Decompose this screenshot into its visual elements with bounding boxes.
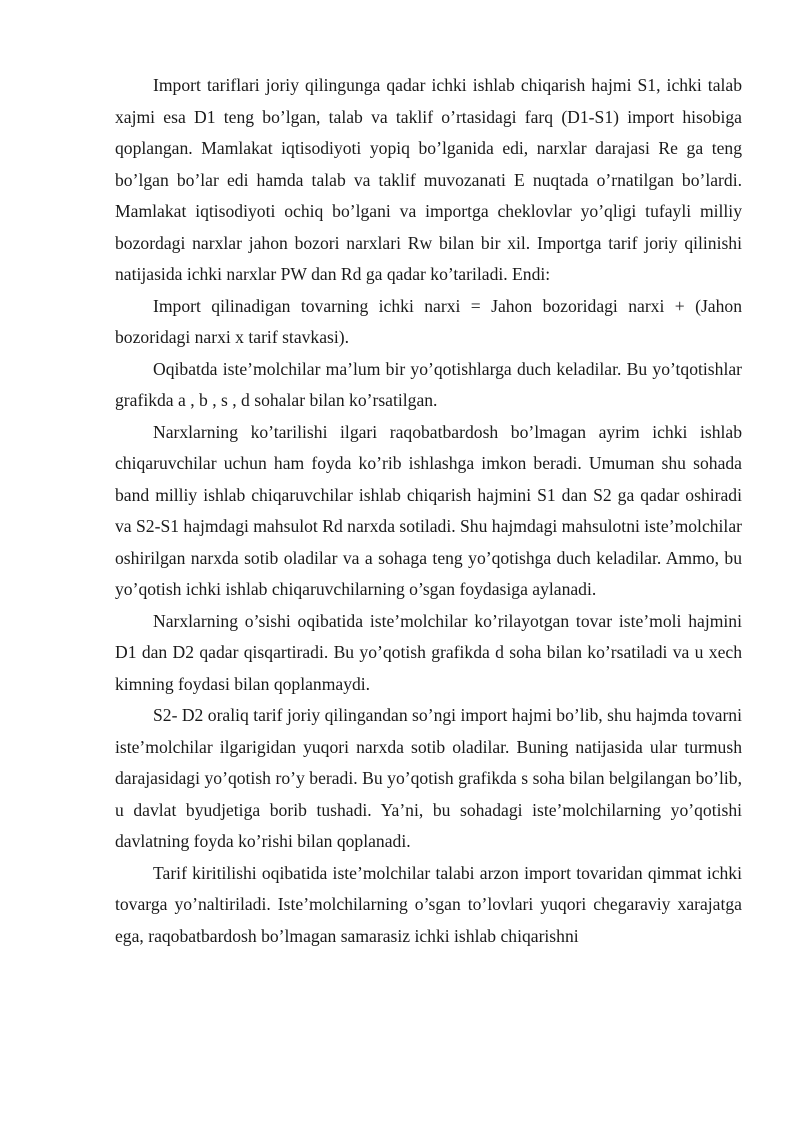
paragraph: Oqibatda iste’molchilar ma’lum bir yo’qotishlarga duch keladilar. Bu yo’tqotishlar grafikda a , b , s , d sohalar bilan ko’rsatilgan. xyxy=(115,358,742,410)
paragraph: Narxlarning o’sishi oqibatida iste’molchilar ko’rilayotgan tovar iste’moli hajmini D1 dan D2 qadar qisqartiradi. Bu yo’qotish grafikda d soha bilan ko’rsatiladi va u xech kimning foydasi bilan qoplanmaydi. xyxy=(115,610,742,694)
paragraph: Narxlarning ko’tarilishi ilgari raqobatbardosh bo’lmagan ayrim ichki ishlab chiqaruvchilar uchun ham foyda ko’rib ishlashga imkon beradi. Umuman shu sohada band milliy ishlab chiqaruvchilar ishlab chiqarish hajmini S1 dan S2 ga qadar oshiradi va S2-S1 hajmdagi mahsulot Rd narxda sotiladi. Shu hajmdagi mahsulotni iste’molchilar oshirilgan narxda sotib oladilar va a sohaga teng yo’qotishga duch keladilar. Ammo, bu yo’qotish ichki ishlab chiqaruvchilarning o’sgan foydasiga aylanadi. xyxy=(115,421,742,599)
paragraph: Tarif kiritilishi oqibatida iste’molchilar talabi arzon import tovaridan qimmat ichki tovarga yo’naltiriladi. Iste’molchilarning o’sgan to’lovlari yuqori chegaraviy xarajatga ega, raqobatbardosh bo’lmagan samarasiz ichki ishlab chiqarishni xyxy=(115,862,742,946)
document-body xyxy=(115,70,742,952)
paragraph: S2- D2 oraliq tarif joriy qilingandan so’ngi import hajmi bo’lib, shu hajmda tovarni iste’molchilar ilgarigidan yuqori narxda sotib oladilar. Buning natijasida ular turmush darajasidagi yo’qotish ro’y beradi. Bu yo’qotish grafikda s soha bilan belgilangan bo’lib, u davlat byudjetiga borib tushadi. Ya’ni, bu sohadagi iste’molchilarning yo’qotishi davlatning foyda ko’rishi bilan qoplanadi. xyxy=(115,705,742,851)
paragraph: Import qilinadigan tovarning ichki narxi = Jahon bozoridagi narxi + (Jahon bozoridagi narxi x tarif stavkasi). xyxy=(115,295,742,347)
paragraph: Import tariflari joriy qilingunga qadar ichki ishlab chiqarish hajmi S1, ichki talab xajmi esa D1 teng bo’lgan, talab va taklif o’rtasidagi farq (D1-S1) import hisobiga qoplangan. Mamlakat iqtisodiyoti yopiq bo’lganida edi, narxlar darajasi Re ga teng bo’lgan bo’lar edi hamda talab va taklif muvozanati E nuqtada o’rnatilgan bo’lardi. Mamlakat iqtisodiyoti ochiq bo’lgani va importga cheklovlar yo’qligi tufayli milliy bozordagi narxlar jahon bozori narxlari Rw bilan bir xil. Importga tarif joriy qilinishi natijasida ichki narxlar PW dan Rd ga qadar ko’tariladi. Endi: xyxy=(115,75,742,284)
